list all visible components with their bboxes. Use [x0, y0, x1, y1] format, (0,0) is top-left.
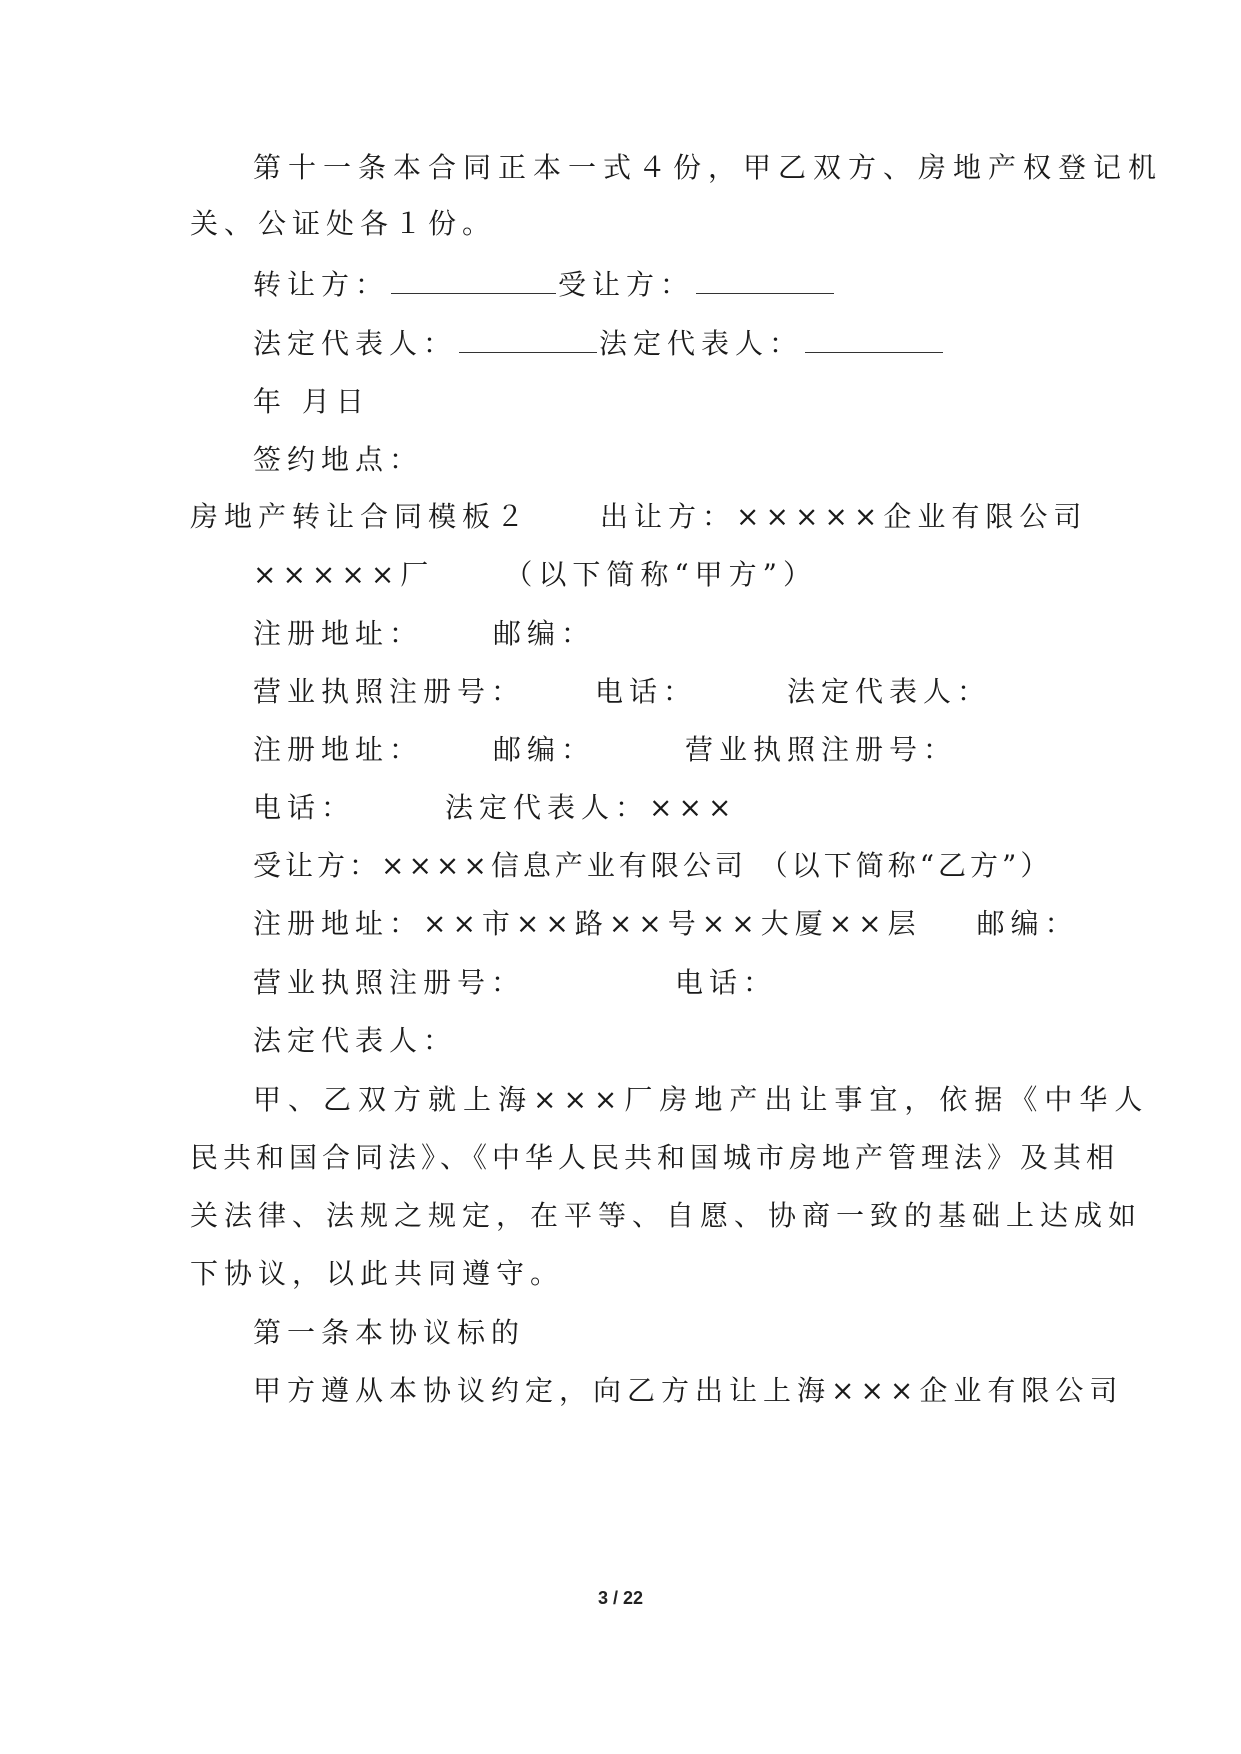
signature-line-parties	[253, 265, 1133, 305]
template-heading-line	[190, 497, 1088, 537]
text-run: 第一条本协议标的	[253, 1316, 526, 1349]
paragraph-line	[190, 1196, 1143, 1236]
text-run: 关法律、法规之规定，在平等、自愿、协商一致的基础上达成如	[190, 1199, 1143, 1232]
field-line	[253, 963, 1133, 1003]
text-run: ×××××厂	[253, 558, 435, 591]
field-label: 邮编：	[493, 733, 596, 766]
field-label: 营业执照注册号：	[253, 966, 526, 999]
article-heading	[253, 1313, 1133, 1353]
representative-blank[interactable]	[459, 326, 597, 353]
field-line	[253, 672, 1133, 712]
paragraph-line	[253, 846, 1133, 886]
field-label: 邮编：	[493, 617, 596, 650]
text-run: 民共和国合同法》、《中华人民共和国城市房地产管理法》及其相	[190, 1141, 1120, 1174]
field-label: 法定代表人：	[253, 1024, 458, 1057]
field-line	[253, 614, 1133, 654]
paragraph-line	[253, 1080, 1150, 1120]
paragraph-line	[253, 1371, 1133, 1411]
text-run: 第十一条本合同正本一式４份，甲乙双方、房地产权登记机	[253, 151, 1164, 184]
representative-label: 法定代表人：	[253, 327, 458, 360]
text-run: 甲、乙双方就上海×××厂房地产出让事宜，依据《中华人	[253, 1083, 1150, 1116]
field-label: 电话：	[595, 675, 698, 708]
field-line	[253, 788, 1133, 828]
signing-place-line	[253, 440, 1133, 480]
text-run: （以下简称“甲方”）	[504, 558, 817, 591]
paragraph-line	[190, 1254, 1070, 1294]
paragraph-line	[253, 555, 1133, 595]
field-label: 营业执照注册号：	[685, 733, 958, 766]
template-title: 房地产转让合同模板２	[190, 500, 531, 533]
field-line	[253, 730, 1133, 770]
field-label: 注册地址：××市××路××号××大厦××层	[253, 907, 922, 940]
text-run: 关、公证处各１份。	[190, 207, 497, 240]
paragraph-line	[190, 1138, 1120, 1178]
transferee-label: 受让方：	[558, 268, 695, 301]
field-line	[253, 904, 1133, 944]
page-number: 3 / 22	[597, 1588, 644, 1608]
field-line	[253, 1021, 1133, 1061]
field-label: 邮编：	[976, 907, 1079, 940]
text-run: 甲方遵从本协议约定，向乙方出让上海×××企业有限公司	[253, 1374, 1124, 1407]
field-label: 注册地址：	[253, 733, 424, 766]
field-label: 电话：	[253, 791, 356, 824]
field-label: 营业执照注册号：	[253, 675, 526, 708]
date-text: 年 月日	[253, 385, 370, 418]
text-run: 下协议，以此共同遵守。	[190, 1257, 565, 1290]
signing-place-label: 签约地点：	[253, 443, 424, 476]
transferor-label: 转让方：	[253, 268, 390, 301]
field-label: 法定代表人：	[787, 675, 992, 708]
paragraph-line	[253, 148, 1164, 188]
date-line	[253, 382, 1133, 422]
representative-label: 法定代表人：	[599, 327, 804, 360]
representative-blank[interactable]	[805, 326, 943, 353]
grantor-name: 出让方：×××××企业有限公司	[600, 500, 1088, 533]
signature-line-representatives	[253, 324, 1133, 364]
transferee-blank[interactable]	[696, 267, 834, 294]
text-run: 受让方：××××信息产业有限公司 （以下简称“乙方”）	[253, 849, 1053, 882]
field-label: 注册地址：	[253, 617, 424, 650]
paragraph-line	[190, 204, 1070, 244]
field-label: 电话：	[675, 966, 778, 999]
transferor-blank[interactable]	[391, 267, 556, 294]
field-label: 法定代表人：×××	[445, 791, 738, 824]
